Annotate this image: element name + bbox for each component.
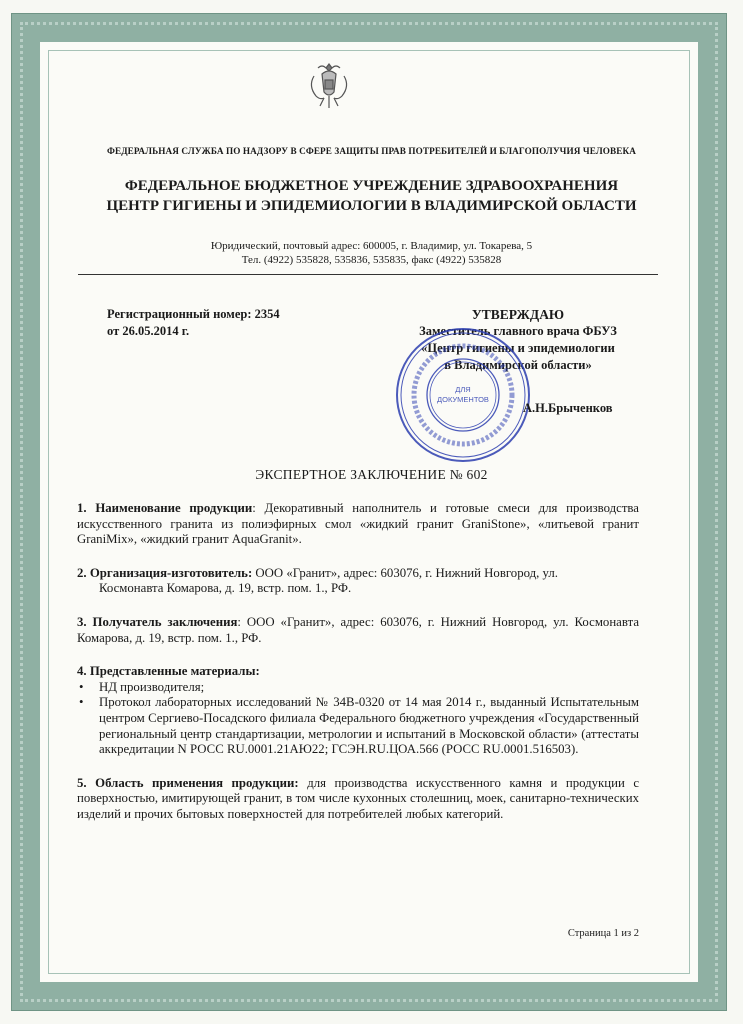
section-2-number: 2.: [77, 565, 87, 580]
section-5-text: для производства искусственного камня и продукции с поверхностью, имитирующей гранит, в том числе кухонных столешниц, моек, санитарно-технических изделий и прочих бытовых поверхностей для потребителей любых категорий.: [77, 775, 640, 821]
section-3: [77, 615, 639, 646]
document-body: [77, 501, 639, 841]
section-1-number: 1.: [77, 501, 87, 515]
institution-address: [40, 239, 703, 267]
institution-line1: ФЕДЕРАЛЬНОЕ БЮДЖЕТНОЕ УЧРЕЖДЕНИЕ ЗДРАВООХРАНЕНИЯ: [124, 178, 619, 194]
institution-name: [40, 176, 703, 216]
section-1: [77, 501, 639, 548]
page-number: Страница 1 из 2: [567, 928, 639, 939]
approval-title: УТВЕРЖДАЮ: [471, 307, 565, 322]
section-2-text1: ООО «Гранит», адрес: 603076, г. Нижний Новгород, ул.: [252, 565, 558, 580]
coat-of-arms-emblem: [304, 58, 354, 114]
section-3-number: 3.: [77, 614, 87, 629]
section-4-number: 4.: [77, 664, 87, 679]
section-3-label: Получатель заключения: [92, 614, 238, 629]
section-2: [77, 566, 639, 597]
section-1-text: : Декоративный наполнитель и готовые смеси для производства искусственного гранита из полиэфирных смол «жидкий гранит GraniStone», «литьевой гранит GraniMix», «жидкий гранит AquaGranit».: [77, 501, 639, 547]
address-line1: Юридический, почтовый адрес: 600005, г. Владимир, ул. Токарева, 5: [210, 240, 533, 252]
section-3-text: : ООО «Гранит», адрес: 603076, г. Нижний Новгород, ул. Космонавта Комарова, д. 19, встр. пом. 1., РФ.: [77, 614, 640, 645]
materials-list: [77, 680, 639, 758]
registration-number: Регистрационный номер: 2354: [107, 307, 280, 321]
header-divider: [78, 274, 658, 275]
registration-block: [107, 306, 280, 340]
approval-line3: в Владимирской области»: [444, 358, 592, 372]
institution-line2: ЦЕНТР ГИГИЕНЫ И ЭПИДЕМИОЛОГИИ В ВЛАДИМИРСКОЙ ОБЛАСТИ: [106, 198, 637, 214]
round-seal-stamp: [394, 326, 532, 464]
section-2-text2: Космонавта Комарова, д. 19, встр. пом. 1., РФ.: [99, 581, 352, 596]
section-5-number: 5.: [77, 775, 87, 790]
section-5: [77, 776, 639, 823]
section-2-label: Организация-изготовитель:: [89, 565, 253, 580]
stamp-center-text1: ДЛЯ: [455, 385, 471, 394]
document-heading: ЭКСПЕРТНОЕ ЗАКЛЮЧЕНИЕ № 602: [255, 467, 488, 482]
approval-line2: «Центр гигиены и эпидемиологии: [421, 341, 615, 355]
stamp-center-text2: ДОКУМЕНТОВ: [437, 395, 489, 404]
approval-line1: Заместитель главного врача ФБУЗ: [419, 324, 617, 338]
section-4-label: Представленные материалы:: [89, 664, 260, 679]
section-5-label: Область применения продукции:: [95, 775, 299, 790]
materials-item-1: • НД производителя;: [77, 680, 639, 696]
federal-service-title: ФЕДЕРАЛЬНАЯ СЛУЖБА ПО НАДЗОРУ В СФЕРЕ ЗАЩИТЫ ПРАВ ПОТРЕБИТЕЛЕЙ И БЛАГОПОЛУЧИЯ ЧЕЛОВЕКА: [107, 146, 636, 156]
materials-item-2: • Протокол лабораторных исследований № 34В-0320 от 14 мая 2014 г., выданный Испытательным центром Сергиево-Посадского филиала Федерального бюджетного учреждения «Государственный региональный центр стандартизации, метрологии и испытаний в Московской области» (аттестаты аккредитации N РОСС RU.0001.21АЮ22; ГСЭН.RU.ЦОА.566 (РОСС RU.0001.516503).: [77, 695, 639, 757]
section-1-label: Наименование продукции: [95, 501, 253, 515]
signer-name: А.Н.Брыченков: [523, 401, 613, 415]
registration-date: от 26.05.2014 г.: [107, 324, 190, 338]
address-line2: Тел. (4922) 535828, 535836, 535835, факс (4922) 535828: [241, 254, 502, 266]
section-4: [77, 664, 639, 758]
